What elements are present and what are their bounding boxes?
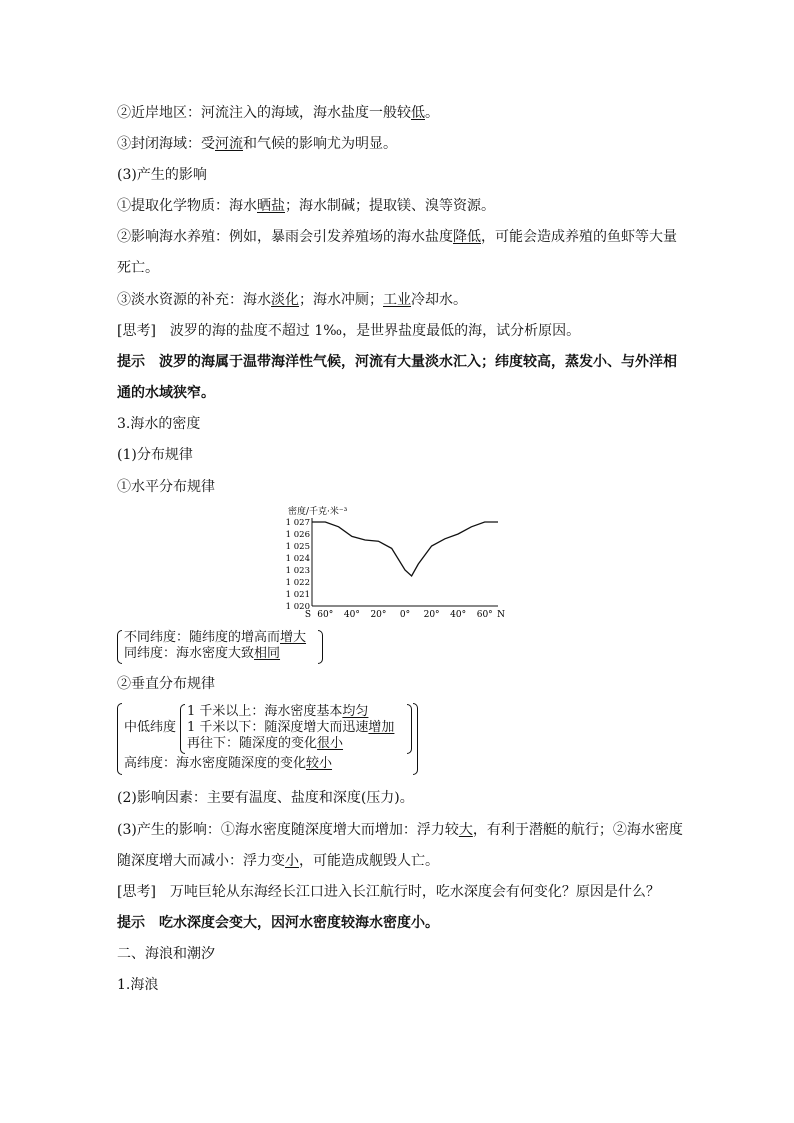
think-question-1: [思考] 波罗的海的盐度不超过 1‰，是世界盐度最低的海，试分析原因。	[117, 323, 581, 339]
hint-answer-1: 提示 波罗的海属于温带海洋性气候，河流有大量淡水汇入；纬度较高，蒸发小、与外洋相	[117, 354, 677, 370]
bracket-left-vertical-inner	[180, 704, 185, 754]
bracket-right-vertical-outer	[413, 703, 418, 775]
para-closed-sea: ③封闭海域：受河流和气候的影响尤为明显。	[117, 136, 397, 152]
bracket-right-vertical-inner	[407, 704, 412, 754]
chart-x-tick-label: N	[497, 610, 505, 620]
hint-answer-1-cont: 通的水域狭窄。	[117, 385, 215, 401]
para-density-impact-cont: 随深度增大而减小：浮力变小，可能造成舰毁人亡。	[117, 853, 439, 869]
para-chemicals: ①提取化学物质：海水晒盐；海水制碱；提取镁、溴等资源。	[117, 198, 495, 214]
chart-x-tick-label: 0°	[399, 610, 411, 620]
chart-y-tick-label: 1 020	[285, 602, 310, 612]
para-aquaculture: ②影响海水养殖：例如，暴雨会引发养殖场的海水盐度降低，可能会造成养殖的鱼虾等大量	[117, 229, 677, 245]
bracket-left-horizontal	[117, 630, 122, 664]
section-density: 3.海水的密度	[117, 416, 201, 432]
heading-impact: (3)产生的影响	[117, 167, 207, 183]
chart-y-tick-label: 1 024	[285, 554, 310, 564]
horizontal-rule-2: 同纬度：海水密度大致相同	[124, 646, 281, 661]
vertical-rule-high: 高纬度：海水密度随深度的变化较小	[124, 756, 333, 771]
chart-density-curve	[312, 522, 498, 576]
bracket-right-horizontal	[318, 630, 323, 664]
bracket-left-vertical-outer	[117, 703, 122, 775]
chart-y-tick-label: 1 022	[285, 578, 310, 588]
hint-answer-2: 提示 吃水深度会变大，因河水密度较海水密度小。	[117, 915, 439, 931]
chart-x-tick-label: 40°	[450, 610, 467, 620]
heading-distribution: (1)分布规律	[117, 447, 193, 463]
vertical-midlow-label: 中低纬度	[124, 720, 177, 735]
chart-y-tick-label: 1 027	[285, 518, 310, 528]
chart-y-tick-label: 1 023	[285, 566, 310, 576]
chart-x-tick-label: 20°	[370, 610, 387, 620]
section-waves-tides: 二、海浪和潮汐	[117, 946, 215, 962]
horizontal-rule-1: 不同纬度：随纬度的增高而增大	[124, 630, 307, 645]
para-freshwater: ③淡水资源的补充：海水淡化；海水冲厕；工业冷却水。	[117, 292, 467, 308]
vertical-rule-1: 1 千米以上：海水密度基本均匀	[187, 704, 369, 719]
chart-x-tick-label: 40°	[343, 610, 360, 620]
para-aquaculture-cont: 死亡。	[117, 260, 159, 276]
heading-vertical: ②垂直分布规律	[117, 676, 215, 692]
vertical-rule-2: 1 千米以下：随深度增大而迅速增加	[187, 720, 395, 735]
para-coastal: ②近岸地区：河流注入的海域，海水盐度一般较低。	[117, 105, 439, 121]
heading-horizontal: ①水平分布规律	[117, 479, 215, 495]
think-question-2: [思考] 万吨巨轮从东海经长江口进入长江航行时，吃水深度会有何变化？原因是什么？	[117, 884, 660, 900]
chart-x-tick-label: 60°	[317, 610, 334, 620]
chart-x-tick-label: 20°	[423, 610, 440, 620]
chart-y-tick-label: 1 026	[285, 530, 310, 540]
para-factors: (2)影响因素：主要有温度、盐度和深度(压力)。	[117, 790, 414, 806]
chart-y-tick-label: 1 025	[285, 542, 310, 552]
vertical-rule-3: 再往下：随深度的变化很小	[187, 736, 344, 751]
density-line-chart	[280, 502, 510, 622]
chart-ylabel: 密度/千克·米⁻³	[288, 507, 348, 517]
chart-x-tick-label: S	[304, 610, 312, 620]
chart-y-tick-label: 1 021	[285, 590, 310, 600]
subsection-waves: 1.海浪	[117, 977, 159, 993]
chart-x-tick-label: 60°	[476, 610, 493, 620]
para-density-impact: (3)产生的影响：①海水密度随深度增大而增加：浮力较大，有利于潜艇的航行；②海水密度	[117, 822, 683, 838]
